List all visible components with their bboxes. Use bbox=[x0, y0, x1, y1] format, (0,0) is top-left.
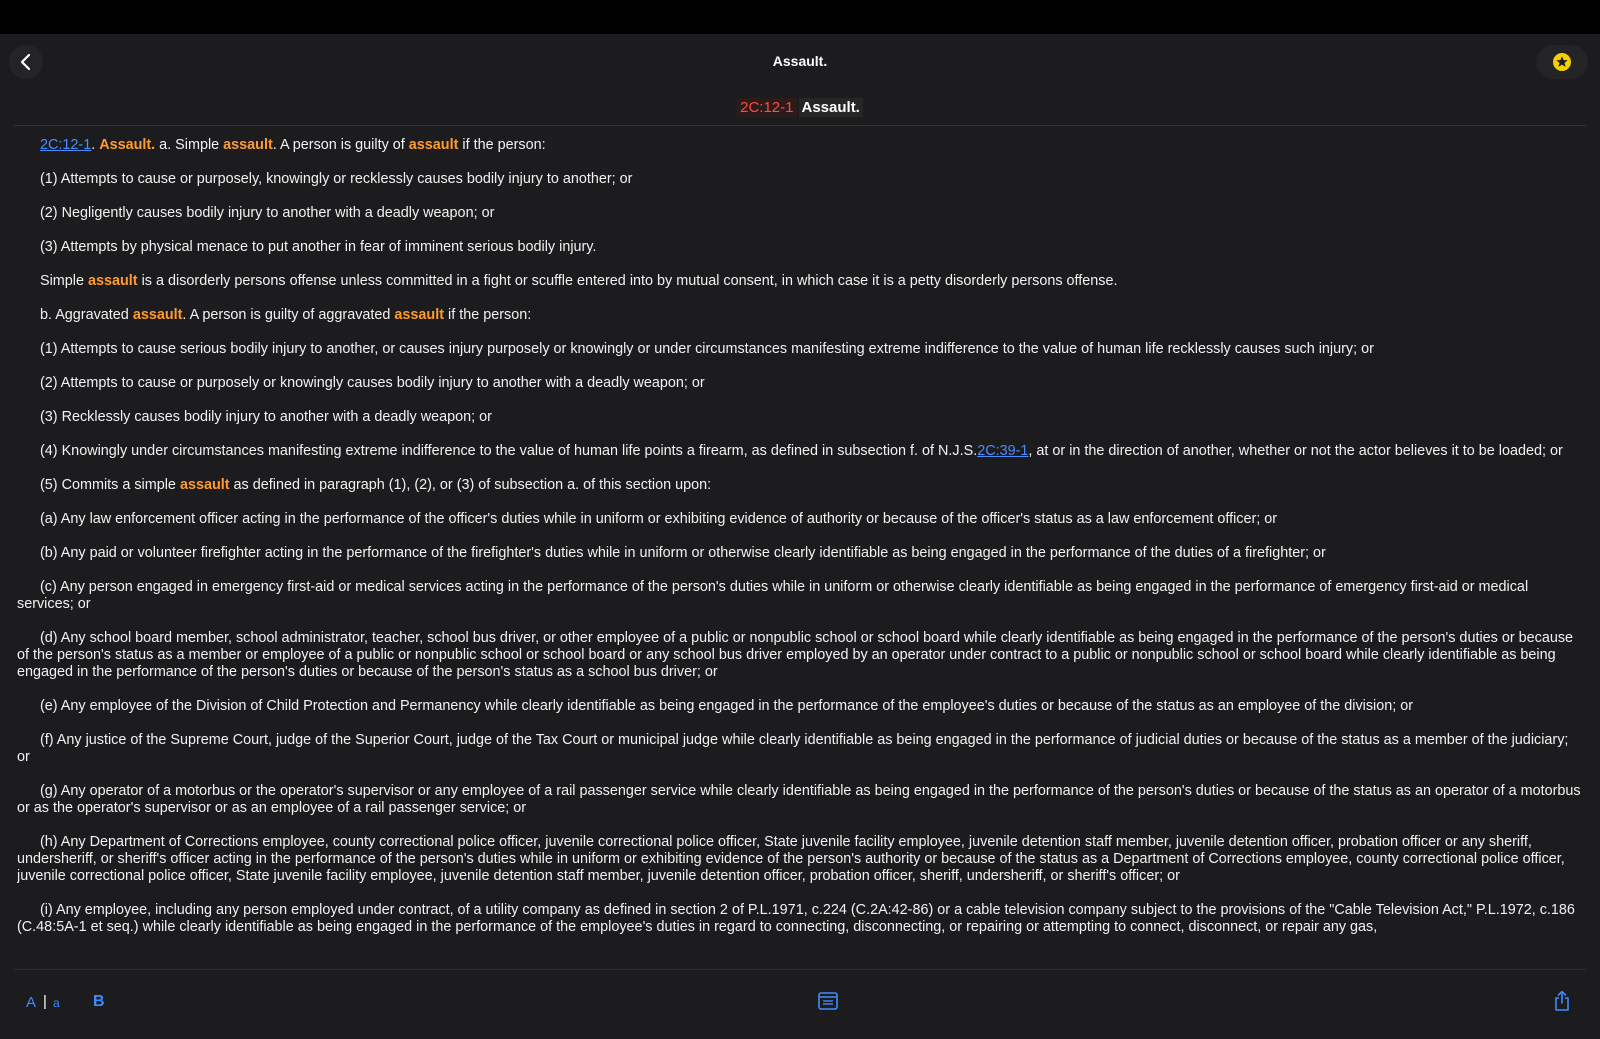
share-button[interactable] bbox=[1553, 990, 1571, 1017]
paragraph: (2) Negligently causes bodily injury to another with a deadly weapon; or bbox=[40, 205, 495, 221]
paragraph: (3) Attempts by physical menace to put another in fear of imminent serious bodily injury. bbox=[40, 239, 597, 255]
divider bbox=[14, 125, 1586, 126]
paragraph: (a) Any law enforcement officer acting in the performance of the officer's duties while in uniform or exhibiting evidence of authority or because of the officer's status as a law enforcement officer; or bbox=[40, 511, 1278, 527]
bold-toggle-button[interactable]: B bbox=[93, 993, 105, 1010]
paragraph: (b) Any paid or volunteer firefighter acting in the performance of the firefighter's duties while in uniform or otherwise clearly identifiable as being engaged in the performance of the duties of a firefighter; or bbox=[40, 545, 1326, 561]
search-highlight: assault bbox=[88, 273, 138, 289]
nav-title: Assault. bbox=[772, 53, 828, 69]
paragraph: (f) Any justice of the Supreme Court, judge of the Superior Court, judge of the Tax Court or municipal judge while clearly identifiable as being engaged in the performance of judicial duties or because of the status as a member of the judiciary; or bbox=[17, 732, 1569, 765]
paragraph: (h) Any Department of Corrections employee, county correctional police officer, juvenile correctional police officer, State juvenile facility employee, juvenile detention staff member, juvenile detention officer, probation officer or any sheriff, undersheriff, or sheriff's officer acting in the performance of the person's duties while in uniform or exhibiting evidence of the person's authority or because of the status as a Department of Corrections employee, county correctional police officer, juvenile correctional police officer, State juvenile facility employee, juvenile detention staff member, juvenile detention officer, probation officer, sheriff, undersheriff, or sheriff's officer; or bbox=[17, 834, 1565, 884]
star-icon bbox=[1552, 52, 1572, 72]
paragraph: (2) Attempts to cause or purposely or knowingly causes bodily injury to another with a deadly weapon; or bbox=[40, 375, 705, 391]
share-icon bbox=[1553, 990, 1571, 1012]
list-icon bbox=[818, 992, 838, 1010]
statute-link[interactable]: 2C:12-1 bbox=[40, 137, 92, 153]
statute-link[interactable]: 2C:39-1 bbox=[977, 443, 1029, 459]
navigation-bar bbox=[0, 34, 1600, 88]
chevron-left-icon bbox=[19, 53, 33, 71]
paragraph: Simple assault is a disorderly persons offense unless committed in a fight or scuffle entered into by mutual consent, in which case it is a petty disorderly persons offense. bbox=[40, 273, 1118, 289]
paragraph: 2C:12-1. Assault. a. Simple assault. A person is guilty of assault if the person: bbox=[40, 137, 546, 153]
paragraph: (5) Commits a simple assault as defined in paragraph (1), (2), or (3) of subsection a. of this section upon: bbox=[40, 477, 712, 493]
status-bar bbox=[0, 0, 1600, 34]
paragraph: (e) Any employee of the Division of Child Protection and Permanency while clearly identifiable as being engaged in the performance of the employee's duties or because of the status as an employee of the division; or bbox=[40, 698, 1414, 714]
paragraph: (c) Any person engaged in emergency first-aid or medical services acting in the performance of the person's duties while in uniform or otherwise clearly identifiable as being engaged in the performance of emergency first-aid or medical services; or bbox=[17, 579, 1529, 612]
section-number: 2C:12-1 bbox=[737, 98, 796, 117]
section-heading bbox=[0, 99, 1600, 116]
search-highlight: assault bbox=[223, 137, 273, 153]
favorite-button[interactable] bbox=[1536, 45, 1588, 79]
search-highlight: Assault. bbox=[99, 137, 156, 153]
table-of-contents-button[interactable] bbox=[818, 992, 838, 1015]
section-title: Assault. bbox=[799, 98, 863, 117]
paragraph: (g) Any operator of a motorbus or the operator's supervisor or any employee of a rail passenger service while clearly identifiable as being engaged in the performance of the person's duties or because of the status as an operator of a motorbus or as the operator's supervisor or as an employee of a rail passenger service; or bbox=[17, 783, 1581, 816]
paragraph: (3) Recklessly causes bodily injury to another with a deadly weapon; or bbox=[40, 409, 492, 425]
search-highlight: assault bbox=[179, 477, 230, 493]
search-highlight: assault bbox=[132, 307, 183, 323]
paragraph: (i) Any employee, including any person employed under contract, of a utility company as defined in section 2 of P.L.1971, c.224 (C.2A:42-86) or a cable television company subject to the provisions of the "Cable Television Act," P.L.1972, c.186 (C.48:5A-1 et seq.) while clearly identifiable as being engaged in the performance of the employee's duties in regard to connecting, disconnecting, or repairing or attempting to connect, disconnect, or repair any gas, bbox=[17, 902, 1575, 935]
paragraph: (4) Knowingly under circumstances manifesting extreme indifference to the value of human life points a firearm, as defined in subsection f. of N.J.S.2C:39-1, at or in the direction of another, whether or not the actor believes it to be loaded; or bbox=[40, 443, 1563, 459]
font-size-separator: | bbox=[43, 993, 47, 1010]
search-highlight: assault bbox=[394, 307, 445, 323]
paragraph: (1) Attempts to cause serious bodily injury to another, or causes injury purposely or knowingly or under circumstances manifesting extreme indifference to the value of human life recklessly causes such injury; or bbox=[40, 341, 1374, 357]
statute-text bbox=[17, 137, 1583, 962]
back-button[interactable] bbox=[9, 45, 43, 79]
paragraph: (1) Attempts to cause or purposely, knowingly or recklessly causes bodily injury to another; or bbox=[40, 171, 633, 187]
decrease-font-button[interactable]: a bbox=[53, 996, 60, 1010]
paragraph: b. Aggravated assault. A person is guilty of aggravated assault if the person: bbox=[40, 307, 532, 323]
search-highlight: assault bbox=[408, 137, 459, 153]
paragraph: (d) Any school board member, school administrator, teacher, school bus driver, or other employee of a public or nonpublic school or school board while clearly identifiable as being engaged in the performance of the person's duties or because of the person's status as a member or employee of a public or nonpublic school or school board or any school bus driver employed by an operator under contract to a public or nonpublic school or school board while clearly identifiable as being engaged in the performance of the person's duties or because of the person's status as a school bus driver; or bbox=[17, 630, 1574, 680]
bottom-toolbar bbox=[0, 970, 1600, 1039]
increase-font-button[interactable]: A bbox=[26, 994, 37, 1011]
